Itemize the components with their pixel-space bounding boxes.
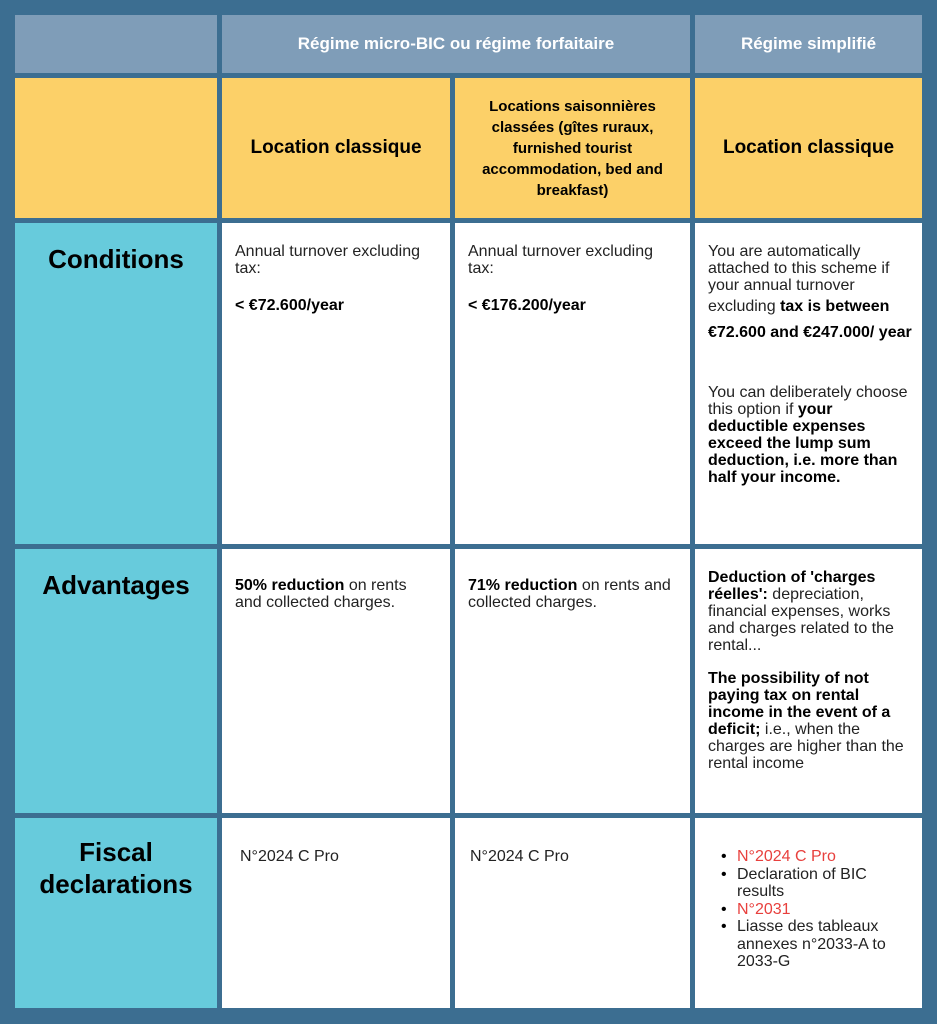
advantages-simplifie-cell [695,549,922,813]
conditions-col3-p2-bold: your deductible expenses exceed the lump sum deduction, i.e. more than half your income. [708,401,898,486]
row-label-advantages [15,549,217,813]
advantages-col1 [235,577,437,611]
fiscal-micro-bic-cell [222,818,450,1008]
fiscal-simplifie-cell [695,818,922,1008]
advantages-col2 [468,577,677,611]
conditions-col3-p2 [708,384,914,486]
conditions-micro-bic-cell [222,223,450,544]
subheader-location-classique: Location classique [222,78,450,218]
conditions-col3-p1-bold: tax is between €72.600 and €247.000/ year [708,298,912,341]
advantages-col3-p1-text: depreciation, financial expenses, works and charges related to the rental... [708,586,894,654]
advantages-saisonnieres-cell [455,549,690,813]
conditions-col1-value: < €72.600/year [235,297,344,314]
conditions-col3-p1 [708,243,914,346]
advantages-col3-p2-bold: The possibility of not paying tax on rental income in the event of a deficit; [708,670,891,738]
fiscal-col3-item-liasse: • Liasse des tableaux annexes n°2033-A to 2033-G [737,918,909,971]
fiscal-saisonnieres-cell [455,818,690,1008]
advantages-micro-bic-cell [222,549,450,813]
fiscal-col1: N°2024 C Pro [240,848,339,865]
advantages-col3-p1-bold: Deduction of 'charges réelles': [708,569,876,603]
subheader-location-classique-simplifie: Location classique [695,78,922,218]
advantages-label: Advantages [42,570,190,600]
advantages-col3-p2 [708,670,914,772]
conditions-col3-p2-text: You can deliberately choose this option if [708,384,908,418]
conditions-label: Conditions [48,244,184,274]
row-label-fiscal-declarations [15,818,217,1008]
advantages-col3-p2-text: i.e., when the charges are higher than the rental income [708,721,904,772]
conditions-col1-text: Annual turnover excluding tax: [235,243,421,277]
fiscal-declarations-label: Fiscal declarations [39,837,193,899]
conditions-col2-value: < €176.200/year [468,297,586,314]
advantages-col1-text: on rents and collected charges. [235,577,407,611]
subheader-empty-cell [15,78,217,218]
header-regime-simplifie: Régime simplifié [695,15,922,73]
fiscal-col3-list [707,848,909,971]
conditions-col3-p1-text: You are automatically attached to this scheme if your annual turnover excluding [708,243,890,315]
fiscal-col2: N°2024 C Pro [470,848,569,865]
advantages-col3-p1 [708,569,914,654]
conditions-simplifie-cell [695,223,922,544]
advantages-col2-text: on rents and collected charges. [468,577,671,611]
header-micro-bic: Régime micro-BIC ou régime forfaitaire [222,15,690,73]
advantages-col2-bold: 71% reduction [468,577,578,594]
fiscal-col3-item-2024[interactable]: • N°2024 C Pro [737,848,909,866]
subheader-locations-saisonnieres: Locations saisonnières classées (gîtes ruraux, furnished tourist accommodation, bed and breakfast) [455,78,690,218]
advantages-col1-bold: 50% reduction [235,577,345,594]
row-label-conditions [15,223,217,544]
header-empty-cell [15,15,217,73]
fiscal-col3-item-2031[interactable]: • N°2031 [737,901,909,919]
conditions-col2-text: Annual turnover excluding tax: [468,243,654,277]
conditions-saisonnieres-cell [455,223,690,544]
fiscal-col3-item-bic: • Declaration of BIC results [737,866,909,901]
